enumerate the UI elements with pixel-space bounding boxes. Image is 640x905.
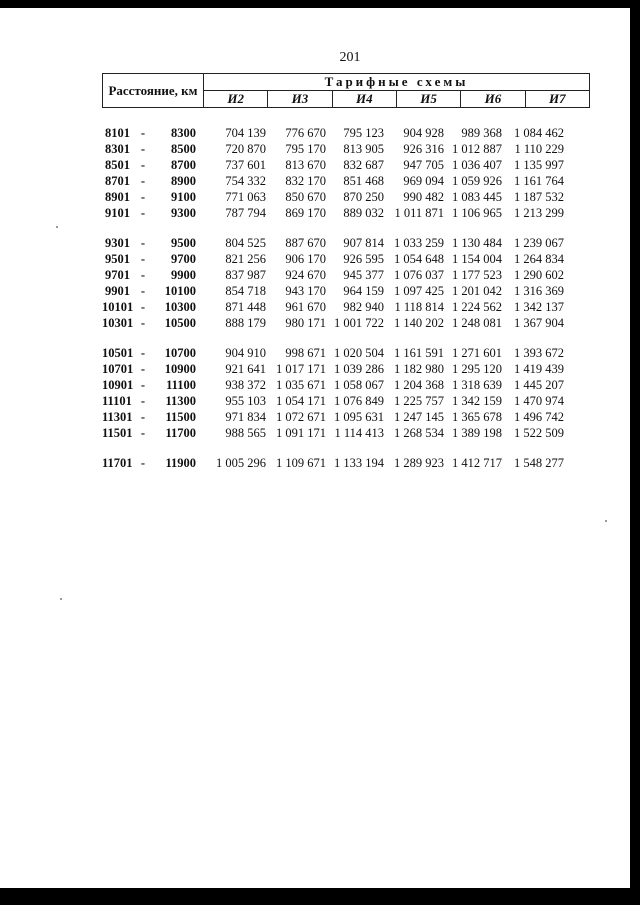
column-header-i7: И7 — [525, 91, 589, 108]
table-row — [102, 456, 590, 472]
distance-to: 11700 — [165, 426, 196, 440]
tariff-value: 989 368 — [461, 126, 502, 140]
distance-from: 11301 — [102, 410, 133, 424]
tariff-value: 720 870 — [225, 142, 266, 156]
tariff-value: 887 670 — [285, 236, 326, 250]
tariff-value: 1 012 887 — [452, 142, 502, 156]
tariff-value: 1 365 678 — [452, 410, 502, 424]
table-row — [102, 426, 590, 442]
distance-to: 9500 — [171, 236, 196, 250]
tariff-value: 851 468 — [343, 174, 384, 188]
tariff-value: 1 084 462 — [514, 126, 564, 140]
tariff-value: 1 001 722 — [334, 316, 384, 330]
tariff-schemes-header: Тарифные схемы — [204, 74, 590, 91]
tariff-value: 813 670 — [285, 158, 326, 172]
tariff-value: 754 332 — [225, 174, 266, 188]
tariff-value: 955 103 — [225, 394, 266, 408]
tariff-value: 998 671 — [285, 346, 326, 360]
tariff-value: 1 201 042 — [452, 284, 502, 298]
range-dash: - — [140, 456, 146, 470]
range-dash: - — [140, 206, 146, 220]
distance-from: 8301 — [105, 142, 130, 156]
tariff-value: 1 318 639 — [452, 378, 502, 392]
distance-from: 10701 — [102, 362, 134, 376]
tariff-value: 1 154 004 — [452, 252, 502, 266]
tariff-value: 795 123 — [343, 126, 384, 140]
column-header-i5: И5 — [396, 91, 460, 108]
tariff-value: 1 130 484 — [452, 236, 502, 250]
distance-to: 10700 — [164, 346, 196, 360]
tariff-value: 1 271 601 — [452, 346, 502, 360]
column-header-i3: И3 — [268, 91, 332, 108]
tariff-value: 1 225 757 — [394, 394, 444, 408]
distance-from: 10101 — [102, 300, 134, 314]
table-row — [102, 142, 590, 158]
distance-to: 10500 — [164, 316, 196, 330]
tariff-value: 1 342 159 — [452, 394, 502, 408]
table-row — [102, 394, 590, 410]
tariff-value: 1 213 299 — [514, 206, 564, 220]
tariff-value: 787 794 — [225, 206, 266, 220]
tariff-value: 1 389 198 — [452, 426, 502, 440]
table-row — [102, 174, 590, 190]
distance-to: 8900 — [171, 174, 196, 188]
distance-to: 11100 — [166, 378, 196, 392]
distance-from: 8501 — [105, 158, 130, 172]
distance-from: 9701 — [105, 268, 130, 282]
range-dash: - — [140, 190, 146, 204]
tariff-value: 924 670 — [285, 268, 326, 282]
distance-from: 11701 — [102, 456, 133, 470]
range-dash: - — [140, 410, 146, 424]
tariff-value: 964 159 — [343, 284, 384, 298]
range-dash: - — [140, 378, 146, 392]
tariff-value: 1 020 504 — [334, 346, 384, 360]
tariff-table-body — [102, 126, 590, 486]
tariff-value: 1 140 202 — [394, 316, 444, 330]
scan-speck — [60, 598, 62, 600]
tariff-value: 1 058 067 — [334, 378, 384, 392]
tariff-value: 888 179 — [225, 316, 266, 330]
tariff-value: 971 834 — [225, 410, 266, 424]
range-dash: - — [140, 394, 146, 408]
tariff-value: 943 170 — [285, 284, 326, 298]
tariff-value: 1 114 413 — [334, 426, 384, 440]
range-dash: - — [140, 362, 146, 376]
row-group — [102, 456, 590, 472]
tariff-value: 870 250 — [343, 190, 384, 204]
tariff-value: 921 641 — [225, 362, 266, 376]
table-row — [102, 300, 590, 316]
range-dash: - — [140, 300, 146, 314]
distance-from: 9101 — [105, 206, 130, 220]
tariff-value: 1 039 286 — [334, 362, 384, 376]
tariff-value: 1 177 523 — [452, 268, 502, 282]
table-row — [102, 410, 590, 426]
table-row — [102, 126, 590, 142]
tariff-value: 1 106 965 — [452, 206, 502, 220]
tariff-table-header — [102, 73, 590, 108]
tariff-value: 988 565 — [225, 426, 266, 440]
range-dash: - — [140, 268, 146, 282]
table-row — [102, 378, 590, 394]
tariff-value: 1 161 764 — [514, 174, 564, 188]
range-dash: - — [140, 174, 146, 188]
tariff-value: 1 247 145 — [394, 410, 444, 424]
column-header-i6: И6 — [461, 91, 525, 108]
table-row — [102, 236, 590, 252]
tariff-value: 1 204 368 — [394, 378, 444, 392]
tariff-value: 1 017 171 — [276, 362, 326, 376]
distance-header: Расстояние, км — [103, 74, 204, 108]
range-dash: - — [140, 142, 146, 156]
distance-from: 8101 — [105, 126, 130, 140]
table-row — [102, 158, 590, 174]
distance-to: 8700 — [171, 158, 196, 172]
scan-speck — [56, 226, 58, 228]
tariff-value: 1 083 445 — [452, 190, 502, 204]
tariff-value: 1 548 277 — [514, 456, 564, 470]
distance-from: 9501 — [105, 252, 130, 266]
column-header-i4: И4 — [332, 91, 396, 108]
tariff-value: 904 928 — [403, 126, 444, 140]
tariff-value: 795 170 — [285, 142, 326, 156]
tariff-value: 1 133 194 — [334, 456, 384, 470]
tariff-value: 1 054 648 — [394, 252, 444, 266]
table-row — [102, 268, 590, 284]
table-row — [102, 284, 590, 300]
table-row — [102, 316, 590, 332]
tariff-value: 1 393 672 — [514, 346, 564, 360]
distance-to: 11300 — [165, 394, 196, 408]
row-group — [102, 126, 590, 222]
distance-to: 11500 — [165, 410, 196, 424]
range-dash: - — [140, 284, 146, 298]
tariff-value: 832 687 — [343, 158, 384, 172]
tariff-value: 1 059 926 — [452, 174, 502, 188]
distance-from: 8901 — [105, 190, 130, 204]
page-number: 201 — [339, 50, 361, 65]
tariff-value: 771 063 — [225, 190, 266, 204]
tariff-value: 1 035 671 — [276, 378, 326, 392]
distance-to: 9700 — [171, 252, 196, 266]
range-dash: - — [140, 316, 146, 330]
tariff-value: 1 118 814 — [394, 300, 444, 314]
tariff-value: 1 412 717 — [452, 456, 502, 470]
tariff-value: 704 139 — [225, 126, 266, 140]
tariff-value: 1 036 407 — [452, 158, 502, 172]
distance-to: 10300 — [164, 300, 196, 314]
tariff-value: 1 011 871 — [394, 206, 444, 220]
range-dash: - — [140, 252, 146, 266]
distance-to: 10900 — [164, 362, 196, 376]
tariff-value: 904 910 — [225, 346, 266, 360]
tariff-value: 776 670 — [285, 126, 326, 140]
tariff-value: 1 496 742 — [514, 410, 564, 424]
range-dash: - — [140, 158, 146, 172]
tariff-value: 1 005 296 — [216, 456, 266, 470]
distance-to: 9900 — [171, 268, 196, 282]
tariff-value: 1 110 229 — [514, 142, 564, 156]
tariff-value: 1 135 997 — [514, 158, 564, 172]
tariff-value: 1 248 081 — [452, 316, 502, 330]
tariff-value: 926 316 — [403, 142, 444, 156]
table-row — [102, 362, 590, 378]
distance-from: 10301 — [102, 316, 134, 330]
tariff-value: 1 072 671 — [276, 410, 326, 424]
tariff-value: 1 109 671 — [276, 456, 326, 470]
distance-from: 8701 — [105, 174, 130, 188]
tariff-value: 850 670 — [285, 190, 326, 204]
row-group — [102, 236, 590, 332]
tariff-value: 737 601 — [225, 158, 266, 172]
tariff-value: 1 091 171 — [276, 426, 326, 440]
tariff-value: 961 670 — [285, 300, 326, 314]
table-row — [102, 252, 590, 268]
range-dash: - — [140, 426, 146, 440]
scan-speck — [605, 520, 607, 522]
tariff-value: 1 076 037 — [394, 268, 444, 282]
tariff-value: 1 187 532 — [514, 190, 564, 204]
distance-from: 11101 — [102, 394, 132, 408]
distance-from: 9301 — [105, 236, 130, 250]
tariff-value: 990 482 — [403, 190, 444, 204]
tariff-value: 1 445 207 — [514, 378, 564, 392]
tariff-value: 1 470 974 — [514, 394, 564, 408]
distance-from: 10501 — [102, 346, 134, 360]
tariff-value: 1 224 562 — [452, 300, 502, 314]
table-row — [102, 190, 590, 206]
tariff-value: 821 256 — [225, 252, 266, 266]
tariff-value: 1 419 439 — [514, 362, 564, 376]
tariff-value: 982 940 — [343, 300, 384, 314]
distance-to: 11900 — [165, 456, 196, 470]
row-group — [102, 346, 590, 442]
tariff-value: 980 171 — [285, 316, 326, 330]
distance-from: 9901 — [105, 284, 130, 298]
range-dash: - — [140, 126, 146, 140]
tariff-value: 1 316 369 — [514, 284, 564, 298]
tariff-value: 1 268 534 — [394, 426, 444, 440]
tariff-value: 1 522 509 — [514, 426, 564, 440]
tariff-value: 1 097 425 — [394, 284, 444, 298]
tariff-value: 1 342 137 — [514, 300, 564, 314]
tariff-value: 1 264 834 — [514, 252, 564, 266]
tariff-value: 1 295 120 — [452, 362, 502, 376]
tariff-value: 1 182 980 — [394, 362, 444, 376]
table-row — [102, 206, 590, 222]
tariff-value: 1 289 923 — [394, 456, 444, 470]
table-row — [102, 346, 590, 362]
distance-to: 9100 — [171, 190, 196, 204]
document-page — [0, 8, 630, 888]
tariff-value: 871 448 — [225, 300, 266, 314]
range-dash: - — [140, 346, 146, 360]
tariff-value: 1 095 631 — [334, 410, 384, 424]
tariff-value: 1 239 067 — [514, 236, 564, 250]
tariff-value: 837 987 — [225, 268, 266, 282]
tariff-value: 947 705 — [403, 158, 444, 172]
tariff-value: 1 076 849 — [334, 394, 384, 408]
tariff-value: 907 814 — [343, 236, 384, 250]
tariff-value: 906 170 — [285, 252, 326, 266]
distance-from: 11501 — [102, 426, 133, 440]
tariff-value: 1 033 259 — [394, 236, 444, 250]
distance-to: 8300 — [171, 126, 196, 140]
column-header-i2: И2 — [204, 91, 268, 108]
distance-from: 10901 — [102, 378, 134, 392]
tariff-value: 854 718 — [225, 284, 266, 298]
tariff-value: 1 161 591 — [394, 346, 444, 360]
tariff-value: 945 377 — [343, 268, 384, 282]
distance-to: 8500 — [171, 142, 196, 156]
range-dash: - — [140, 236, 146, 250]
tariff-value: 938 372 — [225, 378, 266, 392]
tariff-value: 869 170 — [285, 206, 326, 220]
tariff-value: 813 905 — [343, 142, 384, 156]
tariff-value: 926 595 — [343, 252, 384, 266]
tariff-value: 1 367 904 — [514, 316, 564, 330]
tariff-value: 1 054 171 — [276, 394, 326, 408]
tariff-value: 832 170 — [285, 174, 326, 188]
tariff-value: 804 525 — [225, 236, 266, 250]
tariff-value: 889 032 — [343, 206, 384, 220]
distance-to: 9300 — [171, 206, 196, 220]
distance-to: 10100 — [164, 284, 196, 298]
tariff-value: 969 094 — [403, 174, 444, 188]
tariff-value: 1 290 602 — [514, 268, 564, 282]
